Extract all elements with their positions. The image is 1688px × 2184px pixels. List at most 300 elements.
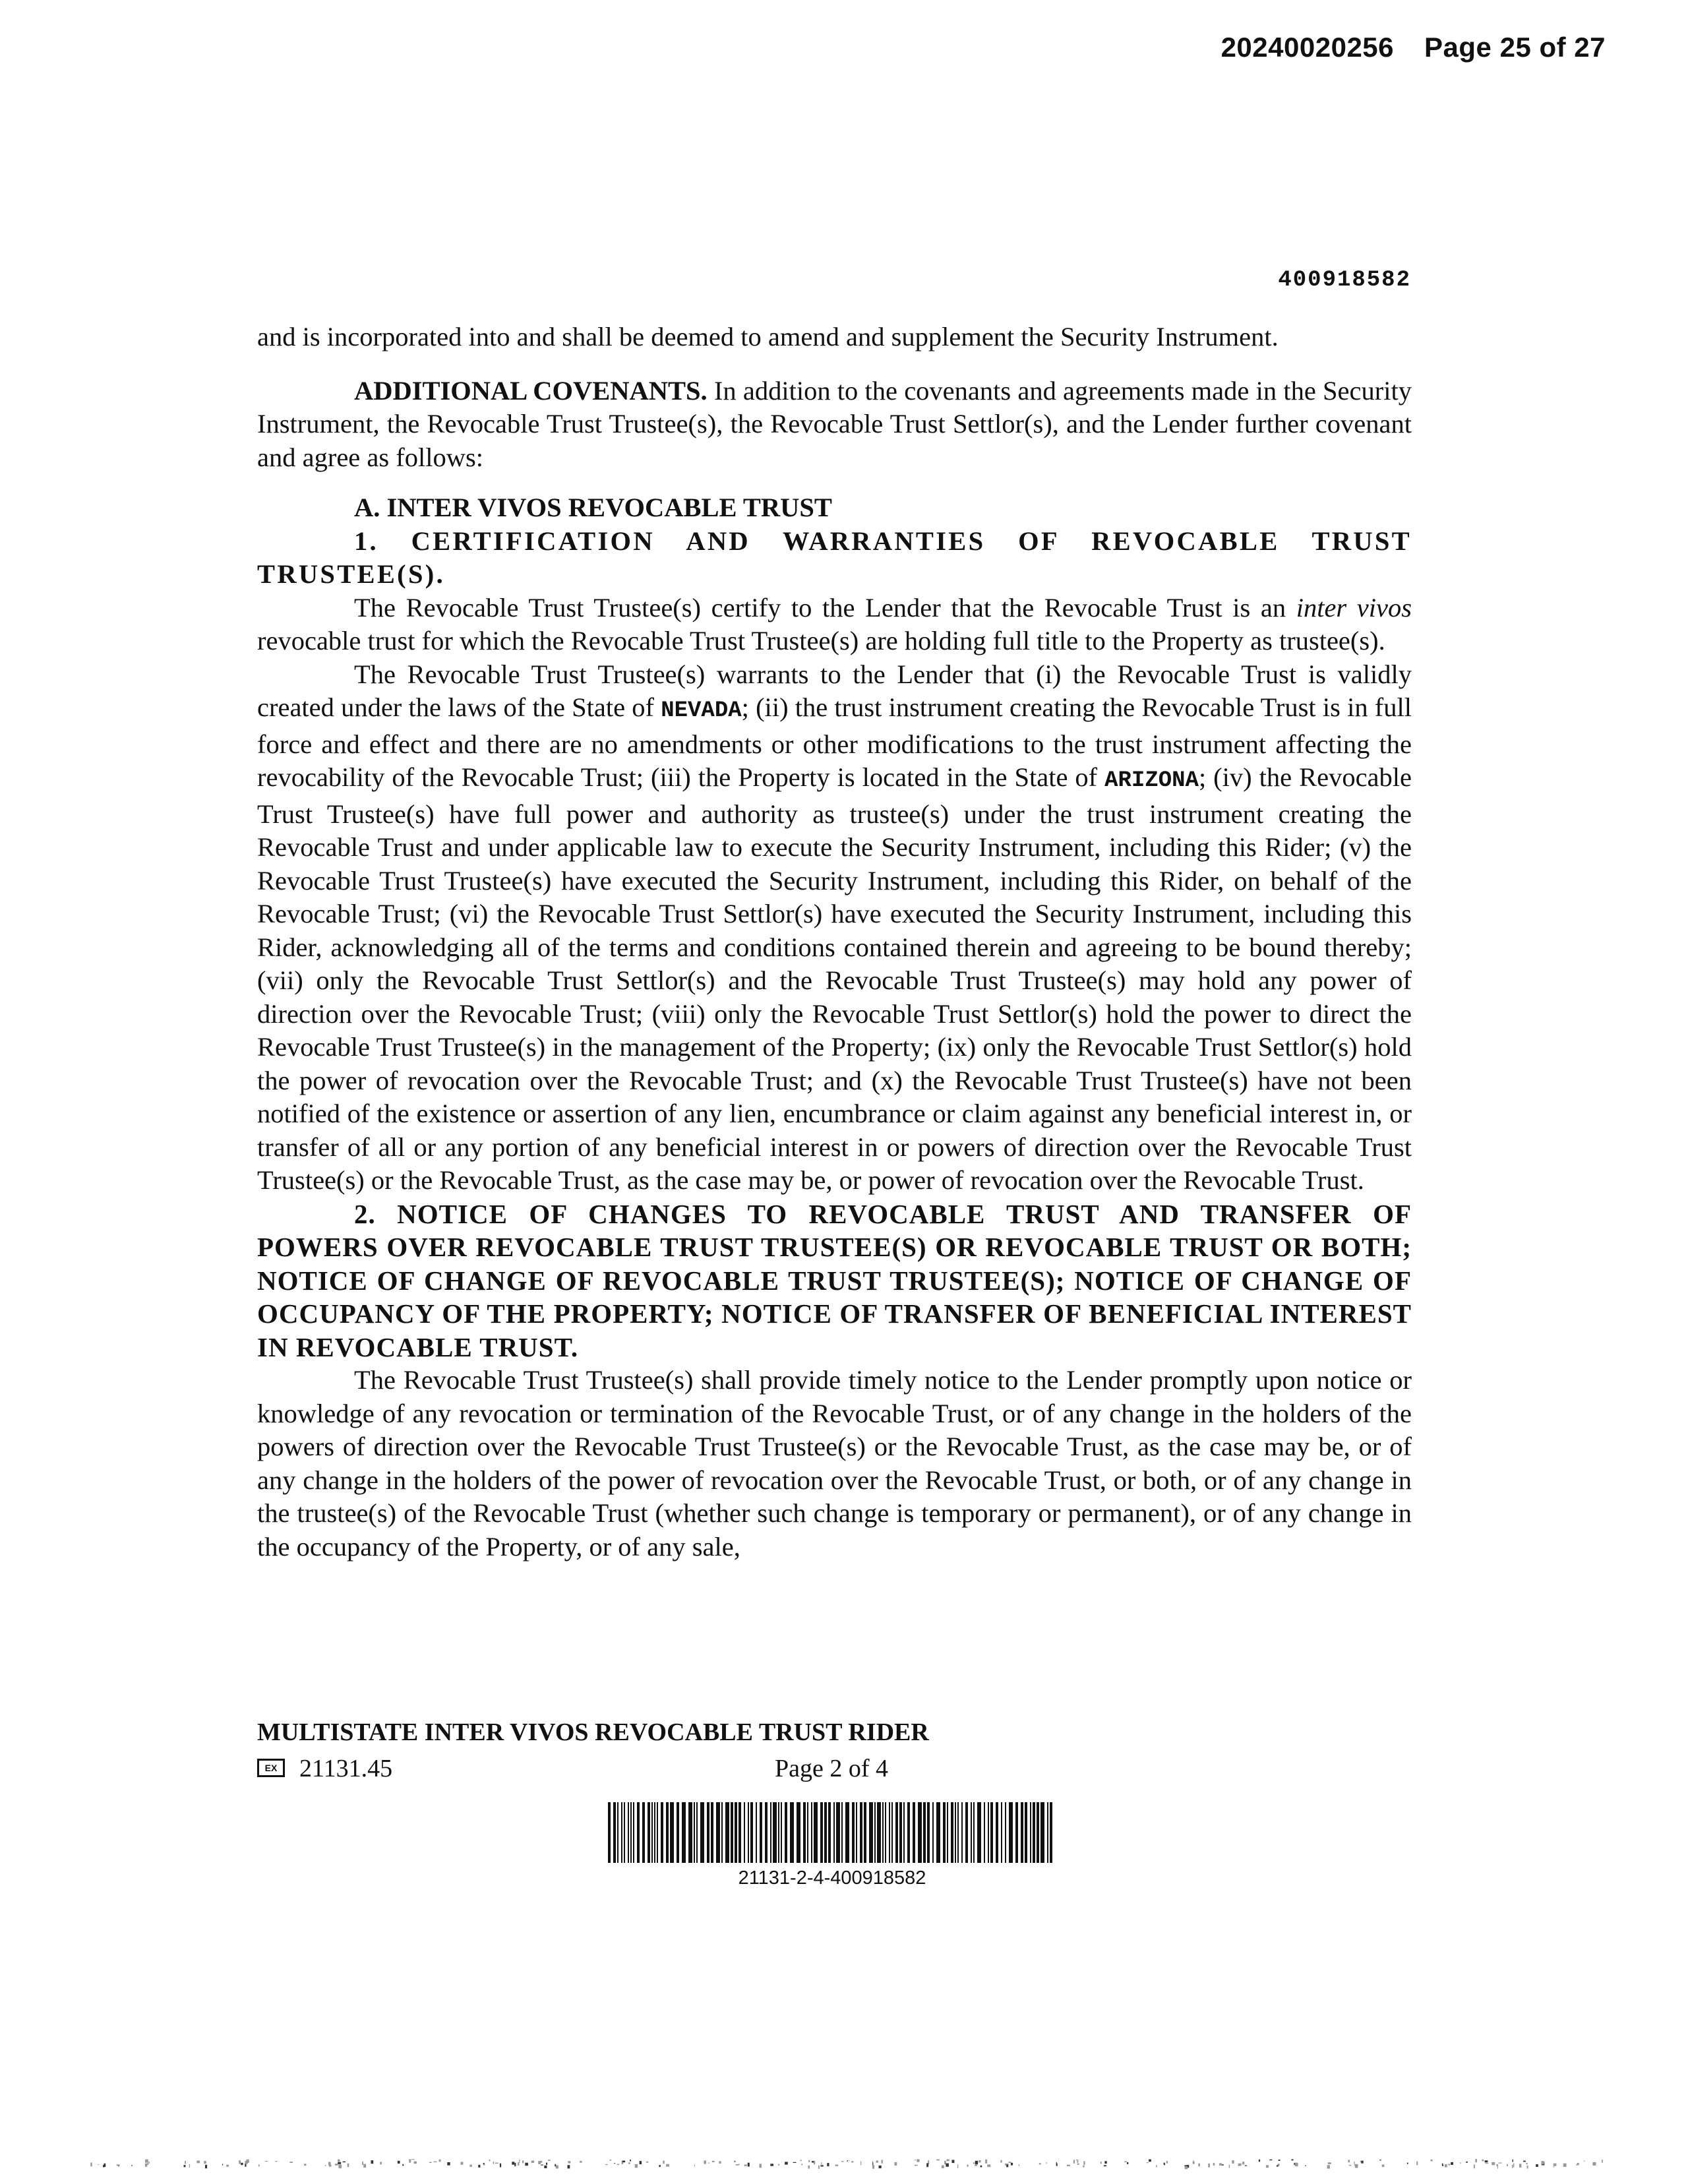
barcode-bar	[852, 1802, 855, 1863]
scan-speck	[808, 2160, 810, 2162]
recording-page-number: Page 25 of 27	[1424, 32, 1606, 63]
scan-speck	[1008, 2162, 1011, 2163]
scan-speck	[1292, 2159, 1294, 2160]
scan-speck	[1349, 2165, 1352, 2166]
scan-speck	[439, 2160, 441, 2162]
barcode-bar	[973, 1802, 975, 1863]
scan-speck	[145, 2164, 147, 2167]
scan-speck	[540, 2161, 542, 2163]
scan-speck	[478, 2165, 480, 2168]
barcode-bar	[773, 1802, 777, 1863]
scan-speck	[131, 2165, 132, 2166]
barcode-bar	[936, 1802, 940, 1863]
barcode-bar	[628, 1802, 629, 1863]
scan-speck	[1240, 2164, 1242, 2166]
scan-speck	[979, 2160, 980, 2162]
scan-speck	[580, 2161, 582, 2163]
barcode-bar	[882, 1802, 884, 1863]
scan-speck	[461, 2162, 464, 2164]
scan-speck	[1006, 2165, 1008, 2168]
scan-speck	[546, 2163, 547, 2165]
scan-speck	[936, 2160, 940, 2161]
scan-speck	[895, 2162, 897, 2166]
scan-speck	[1277, 2165, 1278, 2167]
barcode-bar	[617, 1802, 618, 1863]
scan-speck	[800, 2160, 802, 2161]
scan-speck	[1067, 2165, 1070, 2166]
scan-speck	[544, 2166, 547, 2168]
scan-speck	[957, 2164, 958, 2168]
scan-speck	[1486, 2163, 1489, 2164]
scan-speck	[1164, 2163, 1165, 2165]
scan-speck	[90, 2163, 92, 2167]
scan-speck	[514, 2163, 516, 2166]
scan-speck	[493, 2162, 495, 2164]
scan-speck	[1077, 2164, 1079, 2165]
scan-speck	[495, 2163, 498, 2164]
barcode-bar	[869, 1802, 873, 1863]
scan-speck	[666, 2164, 669, 2167]
scan-edge-noise	[0, 2150, 1688, 2176]
scan-speck	[1184, 2166, 1188, 2167]
scan-speck	[1219, 2164, 1222, 2166]
inter-vivos-term: inter vivos	[1296, 592, 1412, 622]
paragraph-warranties: The Revocable Trust Trustee(s) warrants to the Lender that (i) the Revocable Trust is validly created under the laws of the State of NEVADA; (ii) the trust instrument creating the Revocable Trust is in full force and effect and there are no amendments or other modifications to the trust instrument affecting the revocability of the Revocable Trust; (iii) the Property is located in the State of ARIZONA; (iv) the Revocable Trust Trustee(s) have full power and authority as trustee(s) under the trust instrument creating the Revocable Trust and under applicable law to execute the Security Instrument, including this Rider; (v) the Revocable Trust Trustee(s) have executed the Security Instrument, including this Rider, on behalf of the Revocable Trust; (vi) the Revocable Trust Settlor(s) have executed the Security Instrument, including this Rider, acknowledging all of the terms and conditions contained therein and agreeing to be bound thereby; (vii) only the Revocable Trust Settlor(s) and the Revocable Trust Trustee(s) may hold any power of direction over the Revocable Trust; (viii) only the Revocable Trust Settlor(s) hold the power to direct the Revocable Trust Trustee(s) in the management of the Property; (ix) only the Revocable Trust Settlor(s) hold the power of revocation over the Revocable Trust; and (x) the Revocable Trust Trustee(s) have not been notified of the existence or assertion of any lien, encumbrance or claim against any beneficial interest in, or transfer of all or any portion of any beneficial interest in or powers of direction over the Revocable Trust Trustee(s) or the Revocable Trust, as the case may be, or power of revocation over the Revocable Trust.	[257, 659, 1412, 1195]
scan-speck	[1083, 2166, 1085, 2168]
barcode-bar	[947, 1802, 948, 1863]
barcode-bar	[988, 1802, 989, 1863]
barcode-bar	[943, 1802, 946, 1863]
scan-speck	[1451, 2162, 1453, 2165]
scan-speck	[818, 2166, 820, 2169]
scan-speck	[975, 2161, 978, 2165]
scan-speck	[1279, 2160, 1281, 2161]
scan-speck	[117, 2164, 120, 2166]
scan-speck	[617, 2164, 620, 2166]
loan-number: 400918582	[1278, 268, 1411, 293]
barcode-bar	[990, 1802, 993, 1863]
form-code-number: 21131.45	[299, 1755, 393, 1782]
barcode-bar	[874, 1802, 876, 1863]
scan-speck	[605, 2164, 608, 2165]
scan-speck	[704, 2160, 706, 2164]
scan-speck	[1466, 2162, 1468, 2163]
scan-speck	[744, 2164, 747, 2166]
scan-speck	[812, 2161, 814, 2162]
scan-speck	[609, 2160, 611, 2161]
barcode-bar	[977, 1802, 981, 1863]
recording-header	[1221, 32, 1606, 63]
scan-speck	[371, 2160, 374, 2164]
scan-speck	[325, 2165, 326, 2166]
scan-speck	[1266, 2165, 1269, 2168]
scan-speck	[103, 2165, 104, 2168]
scan-speck	[541, 2165, 543, 2166]
scan-speck	[555, 2164, 556, 2167]
scan-speck	[398, 2161, 400, 2164]
scan-speck	[847, 2160, 848, 2162]
barcode-bar	[957, 1802, 959, 1863]
scan-speck	[483, 2164, 485, 2166]
scan-speck	[1229, 2165, 1230, 2168]
scan-speck	[1542, 2161, 1544, 2164]
scan-speck	[614, 2163, 615, 2164]
scan-speck	[226, 2165, 229, 2167]
scan-speck	[827, 2163, 829, 2166]
barcode-bar	[836, 1802, 840, 1863]
scan-speck	[1584, 2161, 1585, 2162]
scan-speck	[568, 2165, 570, 2168]
barcode-bar	[707, 1802, 709, 1863]
barcode-bar	[738, 1802, 741, 1863]
barcode-bar	[613, 1802, 616, 1863]
scan-speck	[1482, 2160, 1484, 2162]
barcode-bar	[790, 1802, 794, 1863]
scan-speck	[1523, 2161, 1526, 2162]
scan-speck	[872, 2165, 874, 2169]
barcode-bar	[778, 1802, 779, 1863]
document-number: 20240020256	[1221, 32, 1395, 63]
barcode-bar	[651, 1802, 653, 1863]
scan-speck	[258, 2164, 260, 2166]
scan-speck	[402, 2164, 404, 2166]
barcode-bar	[965, 1802, 968, 1863]
barcode-bar	[1047, 1802, 1048, 1863]
barcode-bar	[856, 1802, 857, 1863]
barcode-bar	[624, 1802, 625, 1863]
scan-speck	[967, 2165, 968, 2167]
barcode-bar	[760, 1802, 762, 1863]
scan-speck	[184, 2165, 186, 2167]
scan-speck	[205, 2161, 206, 2162]
scan-speck	[500, 2164, 501, 2168]
property-state: ARIZONA	[1104, 768, 1199, 793]
barcode-bar	[860, 1802, 862, 1863]
paragraph-additional-covenants	[257, 375, 1412, 475]
scan-speck	[1513, 2164, 1515, 2168]
scan-speck	[987, 2164, 990, 2167]
scan-speck	[148, 2162, 150, 2164]
scan-speck	[841, 2161, 844, 2162]
scan-speck	[915, 2160, 916, 2161]
scan-speck	[1354, 2164, 1356, 2166]
barcode-bar	[756, 1802, 757, 1863]
scan-speck	[1536, 2164, 1538, 2167]
barcode-bar	[918, 1802, 922, 1863]
section-1-heading: 1. CERTIFICATION AND WARRANTIES OF REVOCABLE TRUST TRUSTEE(S).	[257, 526, 1412, 589]
scan-speck	[525, 2163, 528, 2166]
scan-speck	[411, 2159, 414, 2160]
barcode-bar	[633, 1802, 634, 1863]
scan-speck	[1328, 2162, 1331, 2164]
scan-speck	[1407, 2163, 1408, 2165]
scan-speck	[489, 2160, 491, 2162]
rider-title: MULTISTATE INTER VIVOS REVOCABLE TRUST RIDER	[257, 1718, 929, 1746]
scan-speck	[1563, 2164, 1567, 2167]
scan-speck	[347, 2164, 349, 2168]
scan-speck	[801, 2164, 802, 2166]
barcode-bar	[637, 1802, 640, 1863]
scan-speck	[785, 2162, 788, 2164]
scan-speck	[1039, 2163, 1041, 2164]
barcode-bar	[877, 1802, 881, 1863]
scan-speck	[205, 2165, 207, 2168]
barcode-bar	[996, 1802, 998, 1863]
scan-speck	[239, 2160, 241, 2164]
scan-speck	[942, 2166, 944, 2169]
barcode-bar	[828, 1802, 831, 1863]
scan-speck	[793, 2162, 797, 2163]
barcode-bar	[833, 1802, 835, 1863]
scan-speck	[947, 2160, 950, 2162]
barcode-bar	[824, 1802, 827, 1863]
scan-speck	[622, 2161, 625, 2163]
scan-speck	[1360, 2161, 1362, 2163]
scan-speck	[1448, 2164, 1450, 2165]
scan-speck	[973, 2162, 975, 2164]
scan-speck	[1553, 2164, 1557, 2166]
barcode-bar	[1009, 1802, 1013, 1863]
scan-speck	[1492, 2162, 1495, 2165]
scan-speck	[145, 2160, 148, 2163]
barcode-bar	[885, 1802, 886, 1863]
scan-speck	[985, 2160, 987, 2164]
scan-speck	[1431, 2160, 1433, 2162]
scan-speck	[338, 2162, 341, 2164]
barcode-bar	[895, 1802, 898, 1863]
scan-speck	[1193, 2162, 1195, 2164]
scan-speck	[414, 2162, 417, 2164]
barcode-bar	[748, 1802, 749, 1863]
scan-speck	[1077, 2161, 1078, 2163]
scan-speck	[1592, 2162, 1596, 2166]
scan-speck	[245, 2164, 246, 2167]
scan-speck	[1497, 2166, 1498, 2169]
scan-speck	[1104, 2161, 1106, 2164]
barcode-bar	[932, 1802, 934, 1863]
scan-speck	[770, 2164, 773, 2166]
scan-speck	[640, 2161, 642, 2164]
barcode-bar	[1025, 1802, 1027, 1863]
scan-speck	[635, 2164, 638, 2168]
barcode-bar	[621, 1802, 622, 1863]
barcode-bar	[955, 1802, 956, 1863]
barcode-bar	[696, 1802, 698, 1863]
scan-speck	[548, 2160, 551, 2161]
scan-speck	[1147, 2162, 1149, 2163]
scan-speck	[1073, 2160, 1075, 2163]
scan-speck	[1348, 2160, 1350, 2162]
scan-speck	[1100, 2162, 1102, 2164]
rider-page-number: Page 2 of 4	[775, 1755, 889, 1782]
barcode-bar	[803, 1802, 806, 1863]
scan-speck	[944, 2161, 946, 2164]
scan-speck	[708, 2163, 710, 2164]
barcode-bar	[927, 1802, 930, 1863]
scan-speck	[556, 2166, 558, 2169]
scan-speck	[1445, 2164, 1447, 2168]
barcode-bar	[750, 1802, 753, 1863]
scan-speck	[1512, 2165, 1513, 2168]
scan-speck	[628, 2162, 630, 2164]
scan-speck	[222, 2164, 223, 2166]
scan-speck	[1416, 2162, 1418, 2166]
scan-speck	[663, 2161, 665, 2164]
barcode-bar	[630, 1802, 632, 1863]
barcode-bar	[688, 1802, 692, 1863]
scan-speck	[946, 2164, 949, 2167]
scan-speck	[860, 2161, 861, 2165]
scan-speck	[265, 2161, 268, 2162]
barcode-bar	[1015, 1802, 1018, 1863]
paragraph-certification: The Revocable Trust Trustee(s) certify to the Lender that the Revocable Trust is an inter vivos revocable trust for which the Revocable Trust Trustee(s) are holding full title to the Property as trustee(s).	[257, 592, 1412, 655]
scan-speck	[1005, 2164, 1006, 2166]
scan-speck	[835, 2165, 839, 2166]
scan-speck	[1213, 2163, 1215, 2166]
barcode-bar	[889, 1802, 890, 1863]
barcode-bar	[725, 1802, 729, 1863]
scan-speck	[760, 2164, 762, 2168]
scan-speck	[512, 2162, 514, 2164]
scan-speck	[851, 2161, 853, 2162]
scan-speck	[630, 2160, 631, 2162]
scan-speck	[748, 2163, 750, 2167]
barcode-bar	[642, 1802, 645, 1863]
scan-speck	[694, 2164, 695, 2166]
barcode-bar	[820, 1802, 823, 1863]
barcode-bar	[841, 1802, 843, 1863]
barcode-bar	[781, 1802, 782, 1863]
barcode-bar	[1050, 1802, 1052, 1863]
scan-speck	[1104, 2165, 1106, 2166]
barcode-bar	[648, 1802, 650, 1863]
form-code	[257, 1754, 392, 1783]
barcode-bar	[700, 1802, 704, 1863]
barcode-bar	[797, 1802, 800, 1863]
rider-body	[257, 320, 1412, 1563]
barcode-bar	[1001, 1802, 1002, 1863]
barcode-bar	[1005, 1802, 1006, 1863]
barcode-bar	[711, 1802, 713, 1863]
scan-speck	[338, 2165, 342, 2169]
scan-speck	[879, 2166, 882, 2168]
scan-speck	[196, 2161, 200, 2164]
scan-speck	[1382, 2165, 1385, 2168]
scan-speck	[1527, 2166, 1528, 2169]
barcode-bar	[661, 1802, 663, 1863]
scan-speck	[1208, 2164, 1210, 2168]
barcode-bar	[735, 1802, 737, 1863]
barcode-bar	[923, 1802, 926, 1863]
paragraph-continuation: and is incorporated into and shall be deemed to amend and supplement the Security Instrument.	[257, 322, 1279, 351]
scan-speck	[1127, 2162, 1128, 2164]
trust-state: NEVADA	[661, 698, 742, 723]
scan-speck	[1056, 2162, 1057, 2165]
barcode-bar	[682, 1802, 686, 1863]
scan-speck	[518, 2162, 519, 2166]
scan-speck	[1011, 2163, 1013, 2166]
barcode-bar	[951, 1802, 953, 1863]
scan-speck	[429, 2162, 432, 2163]
barcode-bar	[721, 1802, 723, 1863]
scan-speck	[808, 2166, 810, 2169]
scan-speck	[1474, 2164, 1475, 2168]
scan-speck	[362, 2162, 363, 2165]
paragraph-notice: The Revocable Trust Trustee(s) shall provide timely notice to the Lender promptly upon notice or knowledge of any revocation or termination of the Revocable Trust, or of any change in the holders of the powers of direction over the Revocable Trust Trustee(s) or the Revocable Trust, as the case may be, or of any change in the holders of the power of revocation over the Revocable Trust, or both, or of any change in the trustee(s) of the Revocable Trust (whether such change is temporary or permanent), or of any change in the occupancy of the Property, or of any sale,	[257, 1365, 1412, 1562]
scan-speck	[915, 2165, 918, 2166]
scan-speck	[1507, 2164, 1508, 2166]
barcode-bar	[765, 1802, 768, 1863]
scan-speck	[952, 2160, 955, 2163]
barcode-bar	[961, 1802, 963, 1863]
scan-speck	[872, 2161, 873, 2162]
barcode-bar	[1021, 1802, 1023, 1863]
scan-speck	[363, 2164, 366, 2168]
scan-speck	[1602, 2160, 1603, 2163]
scan-speck	[876, 2160, 879, 2162]
scan-speck	[719, 2161, 721, 2164]
section-a-heading: A. INTER VIVOS REVOCABLE TRUST	[354, 493, 832, 522]
barcode-bar	[1037, 1802, 1039, 1863]
scan-speck	[778, 2164, 779, 2166]
scan-speck	[646, 2162, 649, 2163]
covenants-heading: ADDITIONAL COVENANTS.	[354, 375, 708, 406]
scan-speck	[1519, 2164, 1522, 2168]
barcode-bar	[716, 1802, 720, 1863]
barcode-bar	[891, 1802, 893, 1863]
ex-logo-icon	[257, 1759, 285, 1777]
scan-speck	[1083, 2161, 1085, 2165]
barcode-bar	[694, 1802, 695, 1863]
section-2-heading: 2. NOTICE OF CHANGES TO REVOCABLE TRUST AND TRANSFER OF POWERS OVER REVOCABLE TRUST TRUSTEE(S) OR REVOCABLE TRUST OR BOTH; NOTICE OF CHANGE OF REVOCABLE TRUST TRUSTEE(S); NOTICE OF CHANGE OF OCCUPANCY OF THE PROPERTY; NOTICE OF TRANSFER OF BENEFICIAL INTEREST IN REVOCABLE TRUST.	[257, 1198, 1412, 1362]
scan-speck	[1242, 2162, 1244, 2164]
barcode-bar	[984, 1802, 985, 1863]
scan-speck	[1166, 2161, 1168, 2164]
scan-speck	[1156, 2165, 1157, 2168]
barcode-bar	[1033, 1802, 1035, 1863]
scan-speck	[1475, 2159, 1477, 2162]
scan-speck	[980, 2166, 982, 2168]
scan-speck	[1327, 2165, 1330, 2168]
barcode-bar	[913, 1802, 915, 1863]
scan-speck	[147, 2163, 148, 2165]
scan-speck	[275, 2161, 277, 2162]
scan-speck	[1000, 2160, 1002, 2163]
barcode-bar	[807, 1802, 808, 1863]
scan-speck	[447, 2162, 450, 2166]
barcode-bar	[666, 1802, 669, 1863]
scan-speck	[1460, 2162, 1461, 2164]
scan-speck	[328, 2162, 331, 2166]
barcode-bar	[903, 1802, 905, 1863]
scan-speck	[531, 2161, 534, 2163]
barcode-bar	[608, 1802, 611, 1863]
scan-speck	[522, 2160, 524, 2163]
scan-speck	[246, 2160, 249, 2163]
scan-speck	[1046, 2162, 1047, 2164]
scan-speck	[241, 2163, 243, 2165]
scan-speck	[659, 2165, 661, 2167]
scan-speck	[380, 2162, 382, 2164]
barcode-bar	[971, 1802, 972, 1863]
scan-speck	[289, 2162, 293, 2163]
barcode	[608, 1802, 1056, 1863]
scan-speck	[335, 2164, 338, 2166]
scan-speck	[1124, 2161, 1127, 2162]
barcode-bar	[907, 1802, 910, 1863]
barcode-bar	[670, 1802, 674, 1863]
barcode-bar	[657, 1802, 658, 1863]
